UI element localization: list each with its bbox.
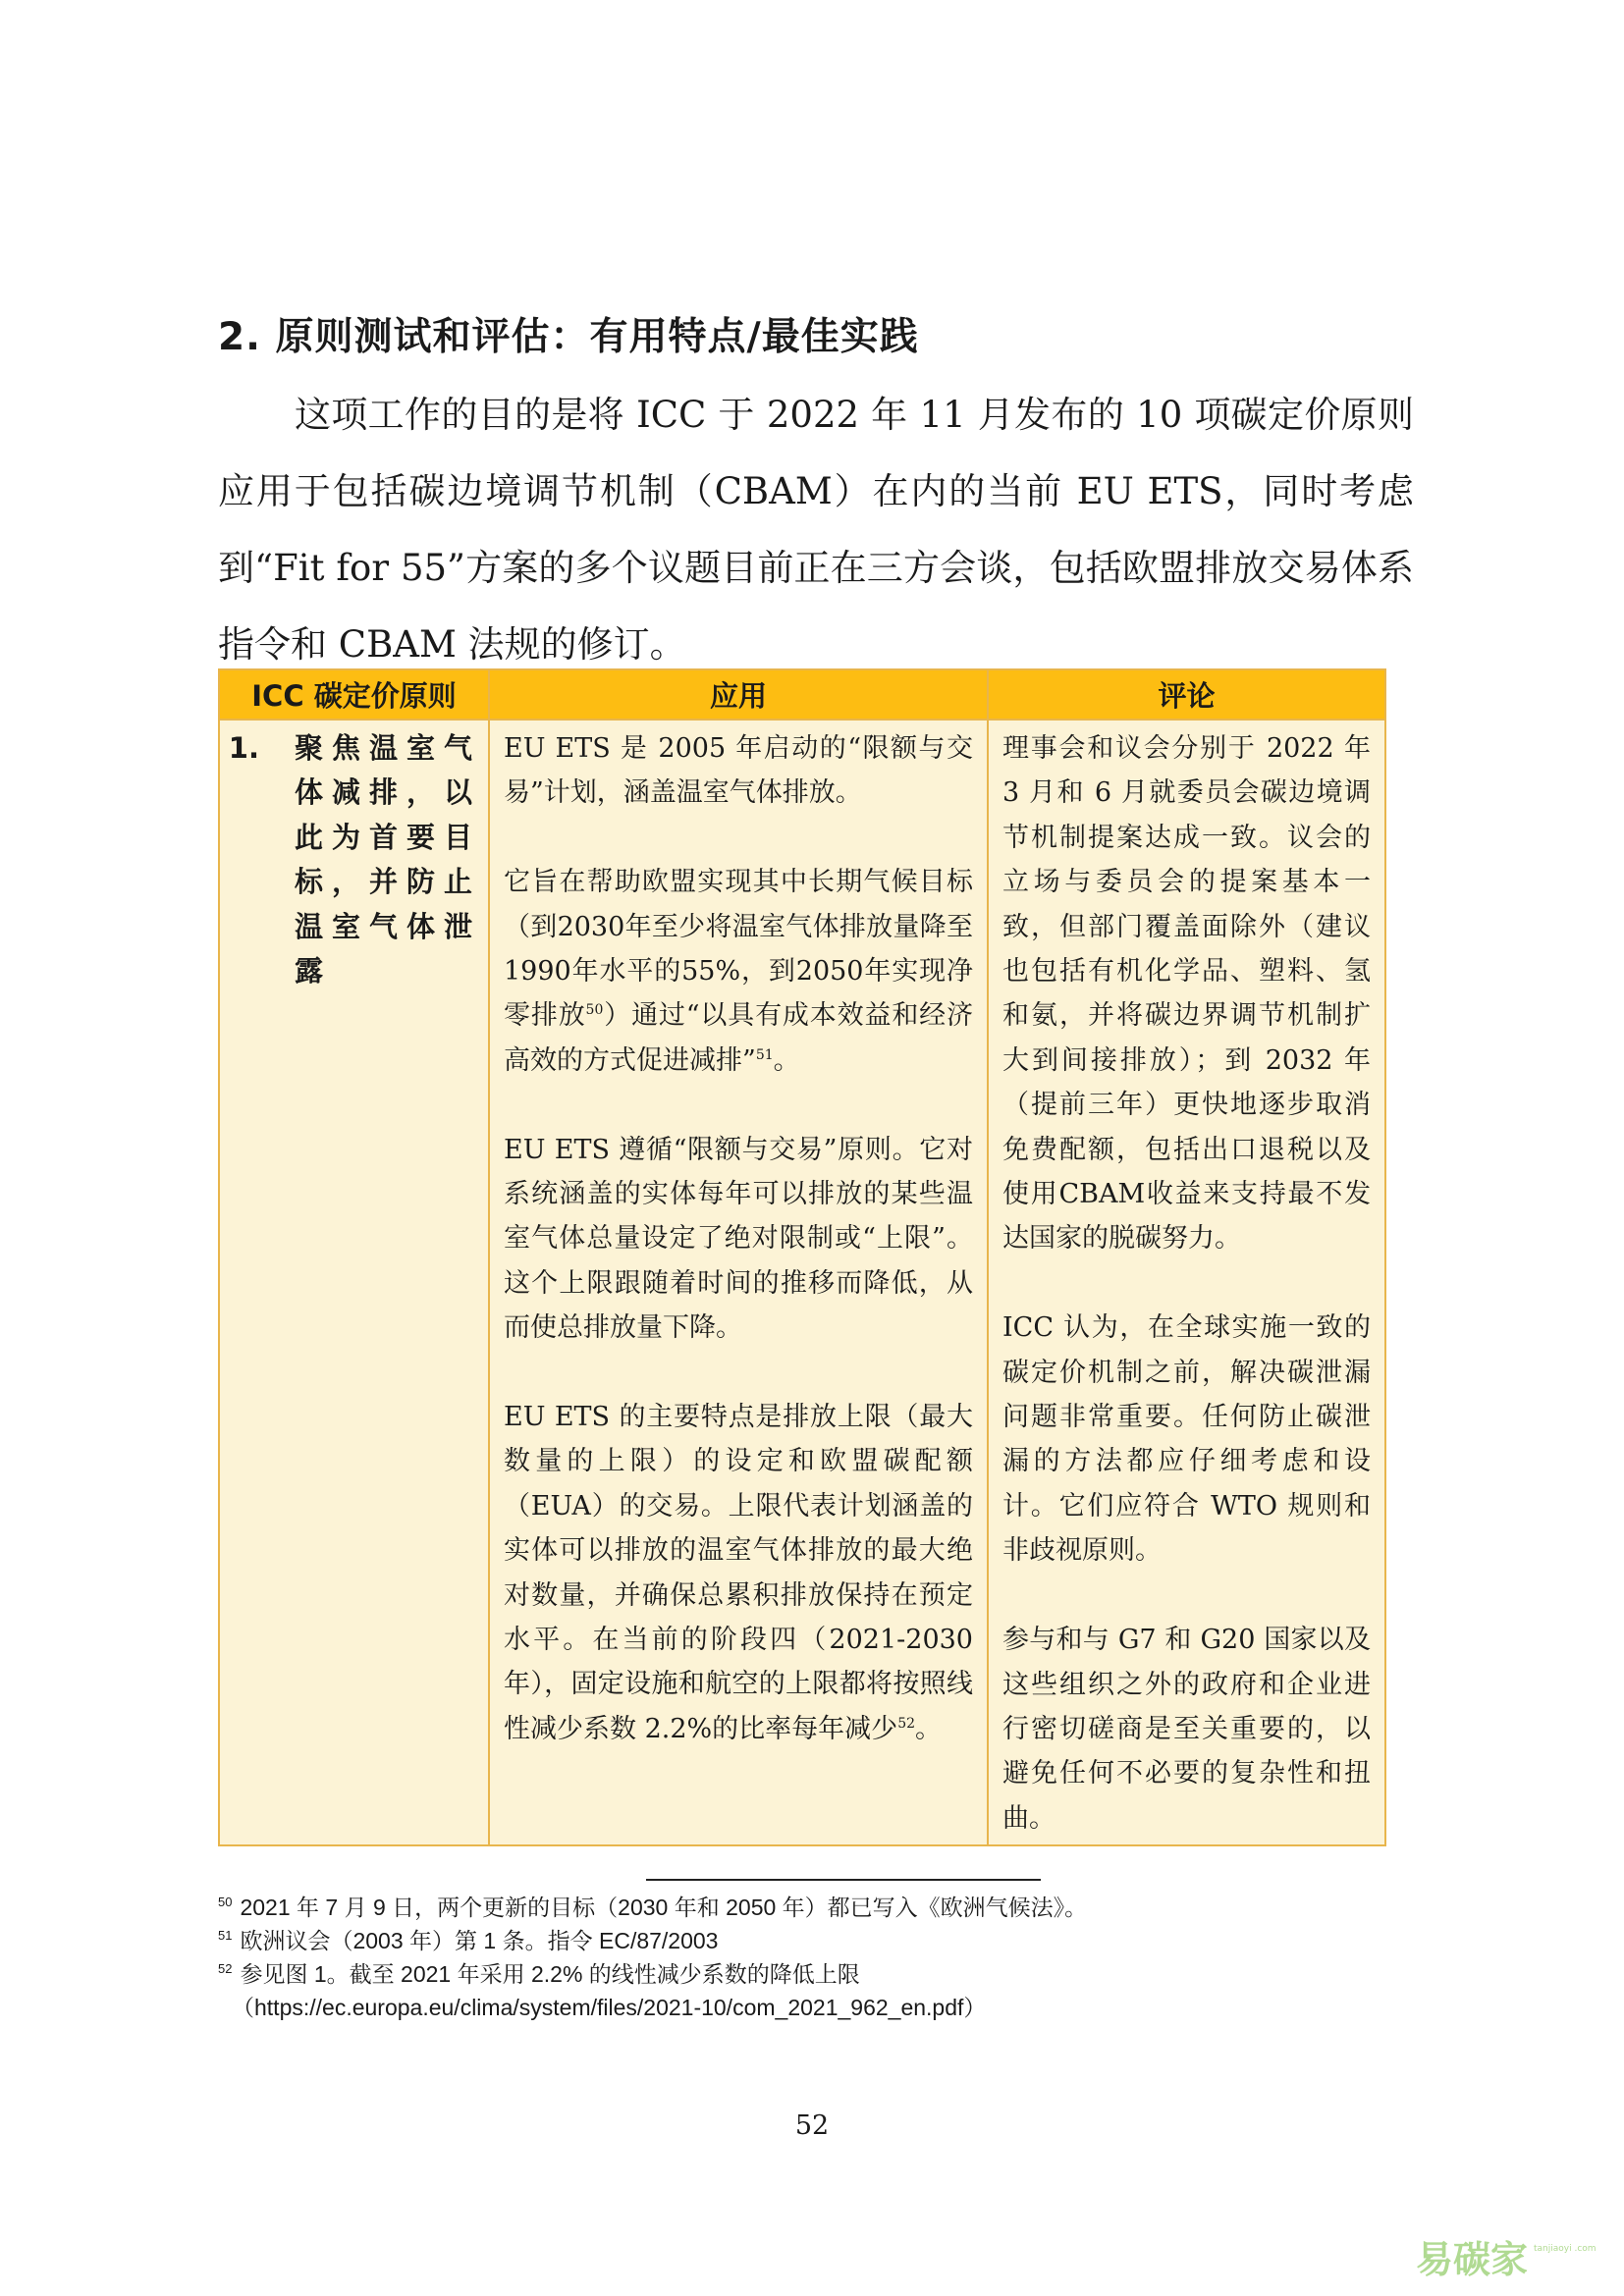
application-paragraph-2: 它旨在帮助欧盟实现其中长期气候目标（到2030年至少将温室气体排放量降至1990年水平的55%，到2050年实现净零排放$^{50}$）通过“以具有成本效益和经济高效的方式促进减排”$^{51}$。 bbox=[504, 867, 974, 1076]
comment-cell bbox=[988, 720, 1385, 1845]
footnote-50: $^{50}$ 2021 年 7 月 9 日，两个更新的目标（2030 年和 2050 年）都已写入《欧洲气候法》。 bbox=[218, 1895, 1088, 1920]
watermark-domain: tanjiaoyi .com bbox=[1534, 2244, 1597, 2254]
table-row bbox=[219, 720, 1385, 1845]
principle-number: 1. bbox=[228, 731, 259, 765]
section-title: 原则测试和评估：有用特点/最佳实践 bbox=[275, 315, 919, 359]
page-number: 52 bbox=[794, 2110, 830, 2141]
footnote-52-url: （https://ec.europa.eu/clima/system/files/2021-10/com_2021_962_en.pdf） bbox=[232, 1995, 987, 2020]
application-paragraph-4: EU ETS 的主要特点是排放上限（最大数量的上限）的设定和欧盟碳配额（EUA）的交易。上限代表计划涵盖的实体可以排放的温室气体排放的最大绝对数量，并确保总累积排放保持在预定水平。在当前的阶段四（2021-2030 年），固定设施和航空的上限都将按照线性减少系数 2.2%的比率每年减少$^{52}$。 bbox=[504, 1402, 973, 1744]
footnote-divider bbox=[646, 1879, 1041, 1881]
comment-paragraph-2: ICC 认为，在全球实施一致的碳定价机制之前，解决碳泄漏问题非常重要。任何防止碳泄漏的方法都应仔细考虑和设计。它们应符合 WTO 规则和非歧视原则。 bbox=[1002, 1312, 1371, 1567]
header-application: 应用 bbox=[489, 669, 988, 720]
comment-paragraph-3: 参与和与 G7 和 G20 国家以及这些组织之外的政府和企业进行密切磋商是至关重要的，以避免任何不必要的复杂性和扭曲。 bbox=[1002, 1625, 1371, 1834]
intro-paragraph: 这项工作的目的是将 ICC 于 2022 年 11 月发布的 10 项碳定价原则应用于包括碳边境调节机制（CBAM）在内的当前 EU ETS，同时考虑到“Fit for 55”方案的多个议题目前正在三方会谈，包括欧盟排放交易体系指令和 CBAM 法规的修订。 bbox=[218, 394, 1414, 666]
footnote-51: $^{51}$ 欧洲议会（2003 年）第 1 条。指令 EC/87/2003 bbox=[218, 1928, 719, 1953]
comment-paragraph-1: 理事会和议会分别于 2022 年 3 月和 6 月就委员会碳边境调节机制提案达成一致。议会的立场与委员会的提案基本一致，但部门覆盖面除外（建议也包括有机化学品、塑料、氢和氨，并将碳边界调节机制扩大到间接排放）；到 2032 年（提前三年）更快地逐步取消免费配额，包括出口退税以及使用CBAM收益来支持最不发达国家的脱碳努力。 bbox=[1002, 733, 1371, 1255]
section-heading bbox=[218, 306, 919, 361]
footnotes bbox=[218, 1891, 1396, 2024]
table-header-row bbox=[219, 669, 1385, 720]
footnote-ref-51: 51 bbox=[755, 1046, 774, 1063]
section-number: 2. bbox=[218, 315, 261, 359]
principle-cell bbox=[219, 720, 489, 1845]
header-principle: ICC 碳定价原则 bbox=[219, 669, 489, 720]
principles-table bbox=[218, 668, 1386, 1846]
principle-text: 聚焦温室气体减排，以此为首要目标，并防止温室气体泄露 bbox=[295, 731, 474, 988]
watermark-logo bbox=[1412, 2231, 1608, 2286]
header-comment: 评论 bbox=[988, 669, 1385, 720]
application-paragraph-1: EU ETS 是 2005 年启动的“限额与交易”计划，涵盖温室气体排放。 bbox=[504, 733, 973, 809]
footnote-ref-52: 52 bbox=[897, 1715, 916, 1732]
watermark-brand: 易碳家 bbox=[1416, 2238, 1529, 2281]
application-paragraph-3: EU ETS 遵循“限额与交易”原则。它对系统涵盖的实体每年可以排放的某些温室气体总量设定了绝对限制或“上限”。这个上限跟随着时间的推移而降低，从而使总排放量下降。 bbox=[504, 1134, 973, 1344]
footnote-52: $^{52}$ 参见图 1。截至 2021 年采用 2.2% 的线性减少系数的降低上限 bbox=[218, 1961, 860, 1987]
application-cell bbox=[489, 720, 988, 1845]
footnote-ref-50: 50 bbox=[585, 1002, 604, 1019]
